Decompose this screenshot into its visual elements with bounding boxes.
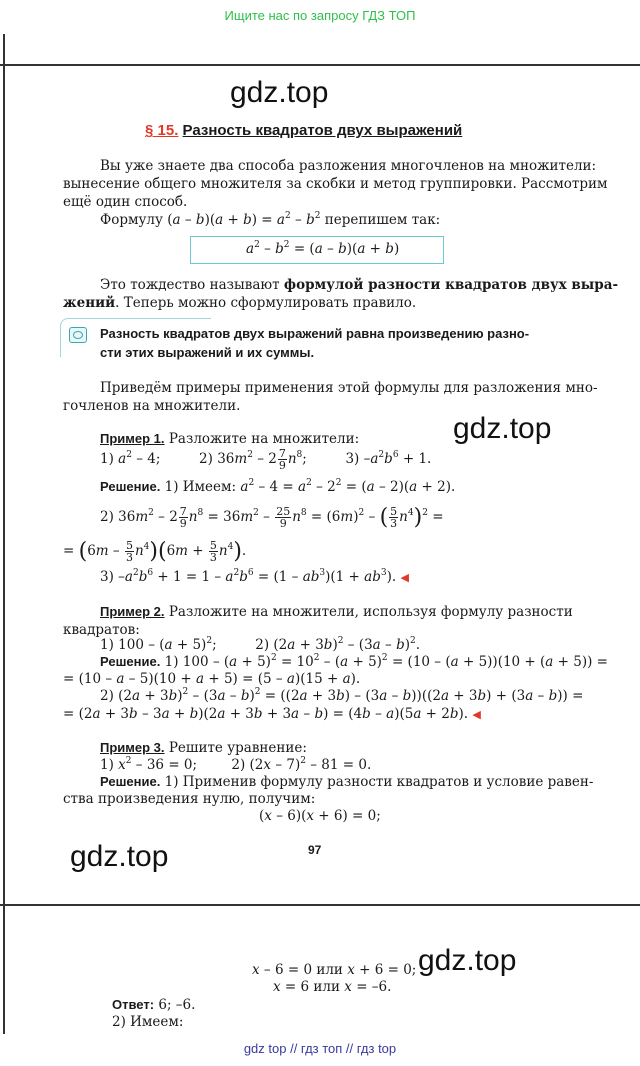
example-3-solution (100, 773, 593, 791)
example-label: Пример 1. (100, 431, 165, 446)
identity-line (100, 276, 618, 294)
intro-text: перепишем так: (324, 212, 441, 228)
or-word: или (316, 962, 343, 978)
example-2-solution-1: Решение. 1) $100 - (a + 5)^2 = 10^2 - (a + 5)^2 = (10 - (a + 5))(10 + (a + 5))$ = (100, 653, 608, 670)
page-divider-top (0, 64, 640, 66)
intro-line: Вы уже знаете два способа разложения многочленов на множители: (100, 158, 597, 174)
watermark: gdz.top (418, 944, 517, 977)
example-3-solution-b: ства произведения нулю, получим: (63, 791, 316, 807)
solution-label: Решение. (100, 774, 161, 789)
end-marker-icon: ◀ (472, 708, 481, 721)
rule-icon (69, 327, 87, 343)
example-1-solution: Решение. 1) Имеем: $a^2 - 4 = a^2 - 2^2 = (a - 2)(a + 2)$. (100, 478, 456, 495)
examples-intro: Приведём примеры применения этой формулы для разложения мно- (100, 380, 598, 396)
example-3-equation: (x – 6)(x + 6) = 0; (259, 808, 381, 824)
example-3-heading (100, 739, 307, 757)
example-1-heading (100, 430, 359, 448)
identity-text: . Теперь можно сформулировать правило. (115, 295, 417, 311)
page2-equation-1: x – 6 = 0 или x + 6 = 0; (252, 962, 417, 978)
example-1-solution-2b: = (6m – $\frac{5}{3}$ $n^4)(6m$ + $\frac{5}{3}$ $n^4$). (63, 539, 247, 564)
page2-answer (112, 996, 195, 1014)
identity-term: жений (63, 295, 116, 311)
identity-text: Это тождество называют (100, 277, 280, 293)
identity-term: формулой разности квадратов двух выра- (283, 277, 619, 293)
intro-line: ещё один способ. (63, 194, 188, 210)
answer-label: Ответ: (112, 997, 155, 1012)
page2-equation-2: x = 6 или x = –6. (273, 979, 392, 995)
example-2-solution-2: 2) $(2a + 3b)^2 - (3a - b)^2 = ((2a + 3b) - (3a - b))((2a + 3b) + (3a - b))$ = (100, 687, 584, 704)
solution-text: 1) Имеем: (164, 479, 237, 495)
example-1-solution-2: 2) $36m^2 - 2$ $\frac{7}{9}$ $n^8 = 36m^2$ – $\frac{25}{9}$ $n^8 = (6m)^2$ – ( $\frac{5}{3}$ $n^4)^2$ = (100, 505, 444, 530)
page2-next: 2) Имеем: (112, 1014, 184, 1030)
watermark: gdz.top (230, 76, 329, 109)
intro-text: Формулу (100, 212, 163, 228)
or-word: или (313, 979, 340, 995)
example-label: Пример 3. (100, 740, 165, 755)
example-label: Пример 2. (100, 604, 165, 619)
example-2-solution-2b: = (2a + 3b – 3a + b)(2a + 3b + 3a – b) = (4b – a)(5a + 2b). ◀ (63, 706, 481, 722)
rule-text: Разность квадратов двух выражений равна произведению разно- (100, 326, 530, 341)
example-2-heading (100, 603, 573, 621)
rule-text: сти этих выражений и их суммы. (100, 345, 315, 360)
end-marker-icon: ◀ (400, 571, 409, 584)
example-2-task2: квадратов: (63, 622, 140, 638)
watermark: gdz.top (453, 412, 552, 445)
examples-intro: гочленов на множители. (63, 398, 241, 414)
page-divider-bottom (0, 904, 640, 906)
example-2-items: 1) $100 - (a + 5)^2$; 2) $(2a + 3b)^2 - (3a - b)^2$. (100, 636, 421, 653)
answer-value: 6; –6. (158, 997, 196, 1013)
solution-text: 1) Применив формулу разности квадратов и условие равен- (164, 774, 594, 790)
section-heading: Разность квадратов двух выражений (182, 122, 463, 139)
identity-line (63, 294, 416, 312)
example-task: Разложите на множители, используя формулу разности (168, 604, 573, 620)
example-2-solution-1b: = (10 – a – 5)(10 + a + 5) = (5 – a)(15 + a). (63, 671, 361, 687)
example-task: Решите уравнение: (168, 740, 307, 756)
intro-formula-line: Формулу $(a - b)(a + b) = a^2 - b^2$ перепишем так: (100, 211, 441, 228)
example-1-items: 1) $a^2 - 4$; 2) $36m^2 - 2$ $\frac{7}{9}$ $n^8$; 3) $-a^2b^6 + 1$. (100, 447, 432, 472)
watermark: gdz.top (70, 840, 169, 873)
page-border-left (3, 904, 5, 1034)
example-task: Разложите на множители: (168, 431, 360, 447)
example-1-solution-3: 3) $-a^2b^6 + 1 = 1 - a^2b^6 = (1 - ab^3)(1 + ab^3)$. ◀ (100, 568, 409, 585)
example-3-items: 1) $x^2 - 36 = 0$; 2) (2x – 7)$^2$ – 81 = 0. (100, 756, 372, 773)
page-number: 97 (308, 843, 322, 857)
solution-label: Решение. (100, 654, 161, 669)
page-border-left (3, 34, 5, 64)
solution-label: Решение. (100, 479, 161, 494)
page-border-left (3, 64, 5, 904)
footer-links[interactable]: gdz top // гдз топ // гдз top (243, 1041, 397, 1056)
difference-of-squares-formula: $a^2 - b^2 = (a - b)(a + b)$ (246, 240, 400, 257)
search-banner[interactable]: Ищите нас по запросу ГДЗ ТОП (224, 8, 416, 23)
intro-line: вынесение общего множителя за скобки и метод группировки. Рассмотрим (63, 176, 608, 192)
section-number: § 15. (145, 122, 179, 139)
section-title (145, 122, 462, 139)
